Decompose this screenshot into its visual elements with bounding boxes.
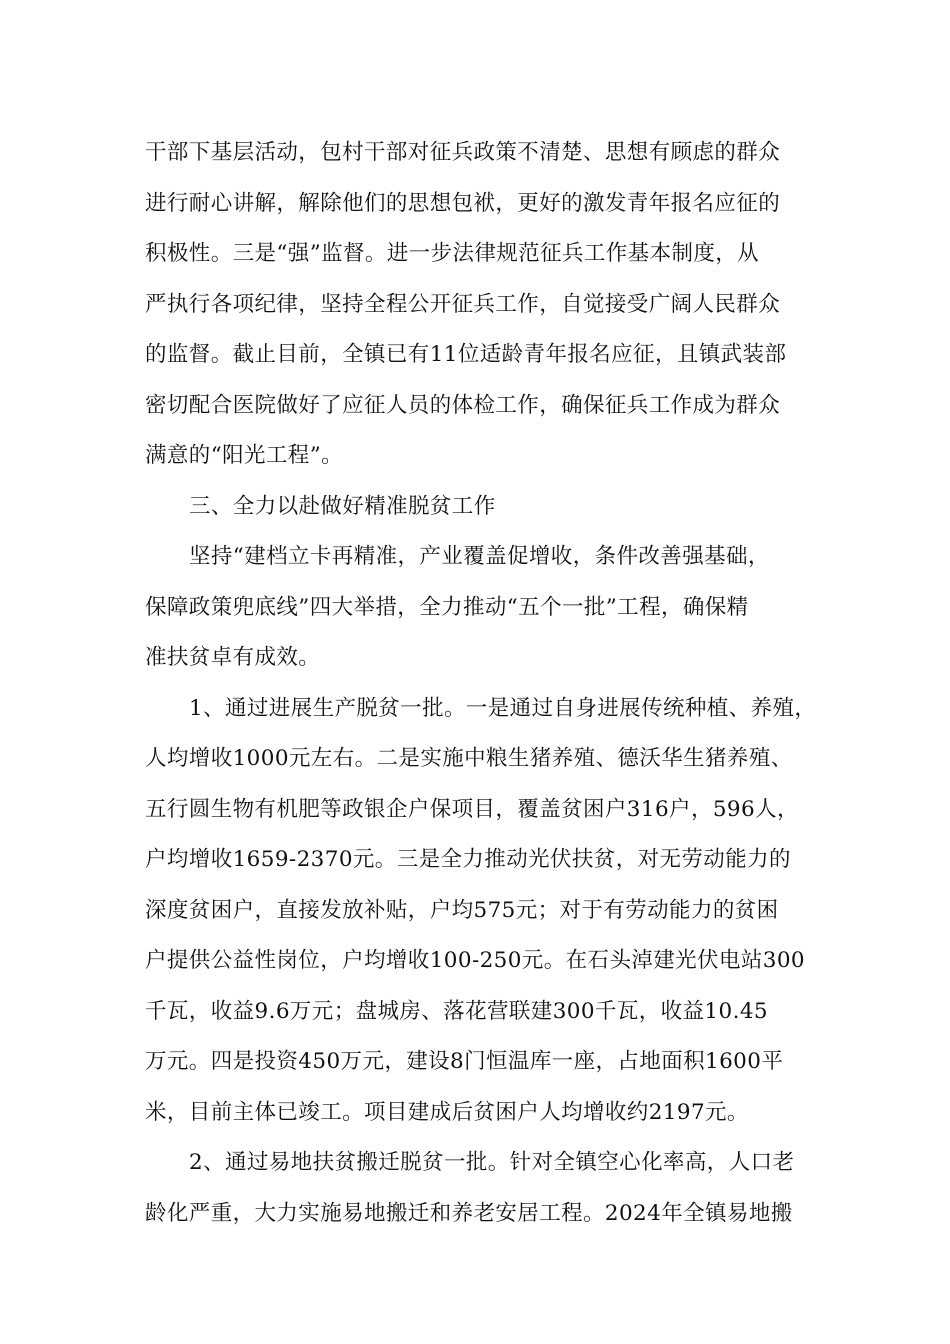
text-line: 的监督。截止目前，全镇已有11位适龄青年报名应征，且镇武装部 [145,342,787,367]
text-line: 1、通过进展生产脱贫一批。一是通过自身进展传统种植、养殖， [189,695,817,721]
text-line: 进行耐心讲解，解除他们的思想包袱，更好的激发青年报名应征的 [145,190,781,216]
text-line: 人均增收1000元左右。二是实施中粮生猪养殖、德沃华生猪养殖、 [145,746,793,771]
text-line: 千瓦，收益9.6万元；盘城房、落花营联建300千瓦，收益10.45 [145,998,768,1024]
text-line: 2、通过易地扶贫搬迁脱贫一批。针对全镇空心化率高，人口老 [189,1150,795,1175]
text-line: 满意的“阳光工程”。 [145,443,343,468]
text-line: 密切配合医院做好了应征人员的体检工作，确保征兵工作成为群众 [145,392,781,418]
text-line: 坚持“建档立卡再精准，产业覆盖促增收，条件改善强基础， [189,544,770,569]
text-line: 积极性。三是“强”监督。进一步法律规范征兵工作基本制度，从 [145,241,760,266]
text-line: 万元。四是投资450万元，建设8门恒温库一座，占地面积1600平 [145,1049,784,1074]
text-line: 龄化严重，大力实施易地搬迁和养老安居工程。2024年全镇易地搬 [145,1200,793,1226]
text-line: 严执行各项纪律，坚持全程公开征兵工作，自觉接受广阔人民群众 [145,291,781,317]
text-line: 干部下基层活动，包村干部对征兵政策不清楚、思想有顾虑的群众 [145,140,781,165]
text-line: 三、全力以赴做好精准脱贫工作 [189,493,496,519]
text-line: 深度贫困户，直接发放补贴，户均575元；对于有劳动能力的贫困 [145,897,779,923]
text-line: 户均增收1659-2370元。三是全力推动光伏扶贫，对无劳动能力的 [145,847,791,872]
text-line: 准扶贫卓有成效。 [145,645,321,670]
document-body [145,128,835,1239]
text-line: 米，目前主体已竣工。项目建成后贫困户人均增收约2197元。 [145,1099,749,1125]
text-line: 五行圆生物有机肥等政银企户保项目，覆盖贫困户316户，596人， [145,796,799,822]
text-line: 保障政策兜底线”四大举措，全力推动“五个一批”工程，确保精 [145,594,749,620]
text-line: 户提供公益性岗位，户均增收100-250元。在石头淖建光伏电站300 [145,948,805,973]
